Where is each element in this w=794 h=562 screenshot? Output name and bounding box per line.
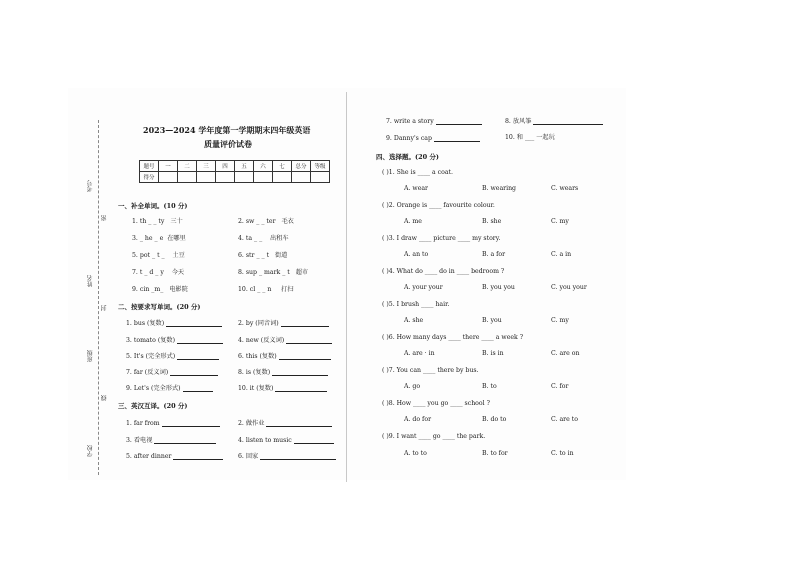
mc-option[interactable]: C. a in: [551, 251, 572, 258]
score-cell: 七: [273, 161, 292, 172]
s1-item-1: 1. th _ _ ty 三十: [132, 218, 183, 225]
s2-item-2: 2. by (同音词): [238, 320, 329, 327]
mc-option[interactable]: A. are · in: [404, 350, 435, 357]
score-input[interactable]: [311, 172, 330, 183]
answer-blank[interactable]: [166, 320, 222, 327]
exam-subtitle: 质量评价试卷: [204, 139, 252, 149]
section1-heading: 一、补全单词。(10 分): [118, 202, 188, 210]
score-input[interactable]: [235, 172, 254, 183]
s3-item-4: 4. listen to music: [238, 437, 334, 444]
answer-blank[interactable]: [533, 118, 603, 125]
mc-option[interactable]: C. you your: [551, 284, 587, 291]
s3-item-1: 1. far from: [126, 420, 220, 427]
answer-blank[interactable]: [260, 453, 336, 460]
score-input[interactable]: [292, 172, 311, 183]
answer-blank[interactable]: [286, 337, 332, 344]
section2-heading: 二、按要求写单词。(20 分): [118, 303, 201, 311]
mc-option[interactable]: C. wears: [551, 185, 579, 192]
mc-option[interactable]: C. my: [551, 218, 569, 225]
margin-xingming: 姓名: [87, 275, 94, 287]
score-cell: 六: [254, 161, 273, 172]
s2-item-10: 10. it (复数): [238, 385, 327, 392]
mc-option[interactable]: A. me: [404, 218, 422, 225]
s1-item-4: 4. ta _ _ 出租车: [238, 235, 289, 242]
seal-char-1: 密: [101, 215, 108, 221]
answer-blank[interactable]: [154, 437, 216, 444]
answer-blank[interactable]: [177, 353, 219, 360]
answer-blank[interactable]: [266, 420, 332, 427]
s3-item-2: 2. 做作业: [238, 420, 332, 427]
margin-banji: 班级: [87, 350, 94, 362]
s2-item-5: 5. It's (完全形式): [126, 353, 219, 360]
s3-item-7: 7. write a story: [386, 118, 482, 125]
mc-option[interactable]: B. do to: [482, 416, 507, 423]
s3-item-3: 3. 看电视: [126, 437, 216, 444]
seal-char-3: 线: [101, 395, 108, 401]
s3-item-6: 6. 回家: [238, 453, 336, 460]
s2-item-6: 6. this (复数): [238, 353, 331, 360]
s1-item-3: 3. _ he _ e 在哪里: [132, 235, 186, 242]
mc-option[interactable]: A. she: [404, 317, 424, 324]
s3-item-9: 9. Danny's cap: [386, 135, 480, 142]
answer-blank[interactable]: [436, 118, 482, 125]
s2-item-9: 9. Let's (完全形式): [126, 385, 213, 392]
score-cell: 三: [197, 161, 216, 172]
mc-question-9: ( )9. I want ____ go ____ the park.: [382, 433, 486, 440]
answer-blank[interactable]: [434, 135, 480, 142]
score-input[interactable]: [216, 172, 235, 183]
answer-blank[interactable]: [173, 453, 223, 460]
s1-item-2: 2. sw _ _ ter 毛衣: [238, 218, 294, 225]
score-cell: 五: [235, 161, 254, 172]
s1-item-8: 8. sup _ mark _ t 超市: [238, 269, 309, 276]
s2-item-4: 4. new (反义词): [238, 337, 332, 344]
score-input[interactable]: [254, 172, 273, 183]
mc-option[interactable]: A. to to: [404, 450, 427, 457]
mc-question-1: ( )1. She is ____ a coat.: [382, 169, 453, 176]
answer-blank[interactable]: [294, 437, 334, 444]
mc-option[interactable]: C. are on: [551, 350, 580, 357]
exam-title: 2023—2024 学年度第一学期期末四年级英语: [143, 125, 311, 135]
score-cell: 得分: [140, 172, 159, 183]
score-cell: 一: [159, 161, 178, 172]
answer-blank[interactable]: [162, 420, 220, 427]
page-fold: [346, 92, 347, 482]
s3-item-5: 5. after dinner: [126, 453, 223, 460]
section4-heading: 四、选择题。(20 分): [376, 153, 439, 161]
mc-option[interactable]: B. you: [482, 317, 502, 324]
score-cell: 等级: [311, 161, 330, 172]
s1-item-10: 10. cl _ _ n 打扫: [238, 286, 294, 293]
mc-option[interactable]: C. for: [551, 383, 569, 390]
margin-kaohao: 考号: [87, 180, 94, 192]
mc-option[interactable]: B. to for: [482, 450, 508, 457]
score-input[interactable]: [273, 172, 292, 183]
mc-option[interactable]: C. are to: [551, 416, 578, 423]
mc-option[interactable]: C. my: [551, 317, 569, 324]
margin-xuexiao: 学校: [87, 445, 94, 457]
mc-option[interactable]: A. do for: [404, 416, 432, 423]
answer-blank[interactable]: [183, 385, 213, 392]
score-cell: 二: [178, 161, 197, 172]
mc-option[interactable]: B. wearing: [482, 185, 517, 192]
s3-item-8: 8. 放风筝: [505, 118, 603, 125]
mc-option[interactable]: B. is in: [482, 350, 504, 357]
mc-question-6: ( )6. How many days ____ there ____ a week ?: [382, 334, 524, 341]
score-input[interactable]: [178, 172, 197, 183]
answer-blank[interactable]: [279, 353, 331, 360]
score-input[interactable]: [197, 172, 216, 183]
score-row-values: [140, 172, 330, 183]
s1-item-6: 6. str _ _ t 街道: [238, 252, 288, 259]
mc-question-2: ( )2. Orange is ____ favourite colour.: [382, 202, 495, 209]
score-input[interactable]: [159, 172, 178, 183]
s1-item-5: 5. pot _ t _ 土豆: [132, 252, 185, 259]
mc-question-4: ( )4. What do ____ do in ____ bedroom ?: [382, 268, 505, 275]
s1-item-9: 9. cin _m_ 电影院: [132, 286, 188, 293]
mc-option[interactable]: B. you you: [482, 284, 515, 291]
s2-item-1: 1. bus (复数): [126, 320, 222, 327]
s2-item-7: 7. far (反义词): [126, 369, 218, 376]
answer-blank[interactable]: [170, 369, 218, 376]
mc-option[interactable]: C. to in: [551, 450, 574, 457]
mc-question-3: ( )3. I draw ____ picture ____ my story.: [382, 235, 501, 242]
s1-item-7: 7. t _ d _ y 今天: [132, 269, 185, 276]
mc-question-8: ( )8. How ____ you go ____ school ?: [382, 400, 490, 407]
mc-question-7: ( )7. You can ____ there by bus.: [382, 367, 479, 374]
mc-option[interactable]: A. go: [404, 383, 421, 390]
score-cell: 四: [216, 161, 235, 172]
mc-option[interactable]: B. to: [482, 383, 497, 390]
answer-blank[interactable]: [177, 337, 223, 344]
mc-option[interactable]: A. your your: [404, 284, 443, 291]
answer-blank[interactable]: [272, 369, 328, 376]
s3-item-10: 10. 和 ___ 一起玩: [505, 134, 555, 141]
mc-option[interactable]: B. a for: [482, 251, 506, 258]
score-cell: 题号: [140, 161, 159, 172]
score-row-header: [140, 161, 330, 172]
s2-item-8: 8. is (复数): [238, 369, 328, 376]
seal-char-2: 封: [101, 305, 108, 311]
seal-line: [98, 120, 100, 475]
section3-heading: 三、英汉互译。(20 分): [118, 402, 188, 410]
score-cell: 总分: [292, 161, 311, 172]
score-table: [139, 160, 330, 183]
mc-option[interactable]: A. wear: [404, 185, 429, 192]
answer-blank[interactable]: [281, 320, 329, 327]
mc-option[interactable]: A. an to: [404, 251, 429, 258]
answer-blank[interactable]: [275, 385, 327, 392]
s2-item-3: 3. tomato (复数): [126, 337, 223, 344]
mc-option[interactable]: B. she: [482, 218, 502, 225]
mc-question-5: ( )5. I brush ____ hair.: [382, 301, 450, 308]
